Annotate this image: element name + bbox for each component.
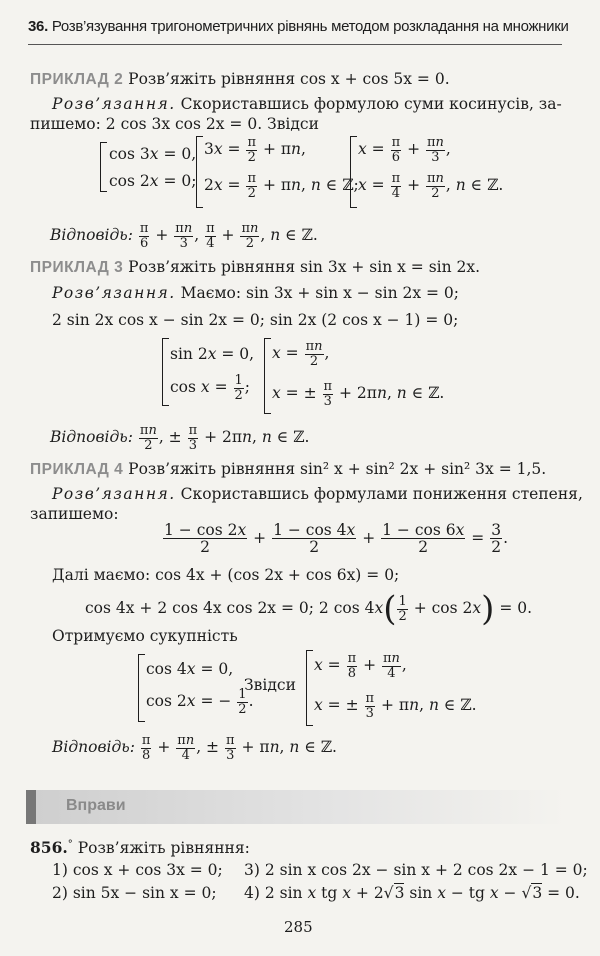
example-3-answer: Відповідь: $\frac{\pi n}{2}$ , ± $\frac{\pi}{3}$ + 2πn, n ∈ ℤ. xyxy=(50,423,310,453)
example-2-label: ПРИКЛАД 2 xyxy=(30,71,124,88)
system-eq: cos 2x = − $\frac{1}{2}$ . xyxy=(146,687,254,717)
bracket xyxy=(100,142,107,192)
section-title: Розв’язування тригонометричних рівнянь методом розкладання на множники xyxy=(51,18,569,35)
example-4-task xyxy=(30,460,546,479)
example-2-answer: Відповідь: $\frac{\pi}{6}$ + $\frac{\pi n}{3}$ , $\frac{\pi}{4}$ + $\frac{\pi n}{2}$ , n ∈ ℤ. xyxy=(50,221,318,251)
bracket xyxy=(264,338,271,414)
bracket xyxy=(162,338,169,406)
exercise-856-task xyxy=(30,838,250,857)
example-4-answer: Відповідь: $\frac{\pi}{8}$ + $\frac{\pi n}{4}$ , ± $\frac{\pi}{3}$ + πn, n ∈ ℤ. xyxy=(52,733,337,763)
system-eq: sin 2x = 0, xyxy=(170,345,255,363)
example-2-solution-line2: пишемо: 2 cos 3x cos 2x = 0. Звідси xyxy=(30,115,319,133)
example-4-solution-line5: Отримуємо сукупність xyxy=(52,627,238,645)
system-eq: 2x = $\frac{\pi}{2}$ + πn, n ∈ ℤ; xyxy=(204,171,359,201)
example-4-solution-line1 xyxy=(52,485,583,503)
bracket xyxy=(306,650,313,726)
solution-text: Скориставшись формулами пониження степеня, xyxy=(180,485,583,503)
system-eq: x = ± $\frac{\pi}{3}$ + πn, n ∈ ℤ. xyxy=(314,691,477,721)
example-4-solution-line2: запишемо: xyxy=(30,505,119,523)
exercise-item-1: 1) cos x + cos 3x = 0; xyxy=(52,861,223,879)
answer-label: Відповідь: xyxy=(52,738,135,757)
system-eq: x = $\frac{\pi n}{2}$ , xyxy=(272,339,330,369)
system-eq: x = $\frac{\pi}{8}$ + $\frac{\pi n}{4}$ , xyxy=(314,651,407,681)
solution-text: cos 4x + 2 cos 4x cos 2x = 0; xyxy=(85,599,314,617)
page-number: 285 xyxy=(284,918,313,936)
exercise-item-4: 4) 2 sin x tg x + 2√3 sin x − tg x − √3 = 0. xyxy=(244,884,580,902)
system-eq: 3x = $\frac{\pi}{2}$ + πn, xyxy=(204,135,306,165)
bracket xyxy=(138,654,145,722)
bracket xyxy=(196,136,203,208)
system-eq: x = ± $\frac{\pi}{3}$ + 2πn, n ∈ ℤ. xyxy=(272,379,445,409)
page-header xyxy=(28,18,569,35)
answer-label: Відповідь: xyxy=(50,428,133,447)
example-4-label: ПРИКЛАД 4 xyxy=(30,461,124,478)
solution-label: Розв’язання. xyxy=(52,95,176,113)
exercise-item-3: 3) 2 sin x cos 2x − sin x + 2 cos 2x − 1 = 0; xyxy=(244,861,588,879)
zvidsy-word: Звідси xyxy=(244,676,296,694)
example-4-text: Розв’яжіть рівняння sin² x + sin² 2x + sin² 3x = 1,5. xyxy=(128,460,547,478)
answer-label: Відповідь: xyxy=(50,226,133,245)
example-3-solution-line2: 2 sin 2x cos x − sin 2x = 0; sin 2x (2 cos x − 1) = 0; xyxy=(52,311,459,329)
exercise-number: 856. xyxy=(30,838,68,857)
exercise-text: Розв’яжіть рівняння: xyxy=(77,839,250,857)
system-eq: x = $\frac{\pi}{4}$ + $\frac{\pi n}{2}$ , n ∈ ℤ. xyxy=(358,171,504,201)
system-eq: cos 3x = 0, xyxy=(109,145,197,163)
solution-label: Розв’язання. xyxy=(52,485,176,503)
bracket xyxy=(350,136,357,208)
header-rule xyxy=(28,44,562,45)
power-reduction-equation: $\frac{1 - \cos 2x}{2}$ + $\frac{1 - \cos 4x}{2}$ + $\frac{1 - \cos 6x}{2}$ = $\frac{3}{2}$ . xyxy=(164,521,508,557)
item-number: 4) xyxy=(244,884,260,902)
system-eq: cos x = $\frac{1}{2}$ ; xyxy=(170,373,251,403)
exercise-item-2: 2) sin 5x − sin x = 0; xyxy=(52,884,217,902)
system-eq: x = $\frac{\pi}{6}$ + $\frac{\pi n}{3}$ , xyxy=(358,135,451,165)
example-4-solution-line4: cos 4x + 2 cos 4x cos 2x = 0; 2 cos 4x( $\frac{1}{2}$ + cos 2x) = 0. xyxy=(85,589,533,629)
example-3-task xyxy=(30,258,480,277)
exercises-heading: Вправи xyxy=(66,797,126,814)
solution-label: Розв’язання. xyxy=(52,284,176,302)
example-2-solution-line1 xyxy=(52,95,562,113)
example-2-text: Розв’яжіть рівняння cos x + cos 5x = 0. xyxy=(128,70,450,88)
system-eq: cos 2x = 0; xyxy=(109,172,197,190)
example-3-label: ПРИКЛАД 3 xyxy=(30,259,124,276)
example-4-solution-line3: Далі маємо: cos 4x + (cos 2x + cos 6x) = 0; xyxy=(52,566,400,584)
example-3-solution-line1 xyxy=(52,284,459,302)
solution-text: Маємо: sin 3x + sin x − sin 2x = 0; xyxy=(180,284,460,302)
example-2-task xyxy=(30,70,450,89)
exercise-level-mark: ° xyxy=(67,838,73,850)
exercises-banner xyxy=(26,790,566,824)
section-number: 36. xyxy=(28,18,48,35)
example-3-text: Розв’яжіть рівняння sin 3x + sin x = sin 2x. xyxy=(128,258,481,276)
solution-text: Скориставшись формулою суми косинусів, за- xyxy=(180,95,562,113)
system-eq: cos 4x = 0, xyxy=(146,660,234,678)
